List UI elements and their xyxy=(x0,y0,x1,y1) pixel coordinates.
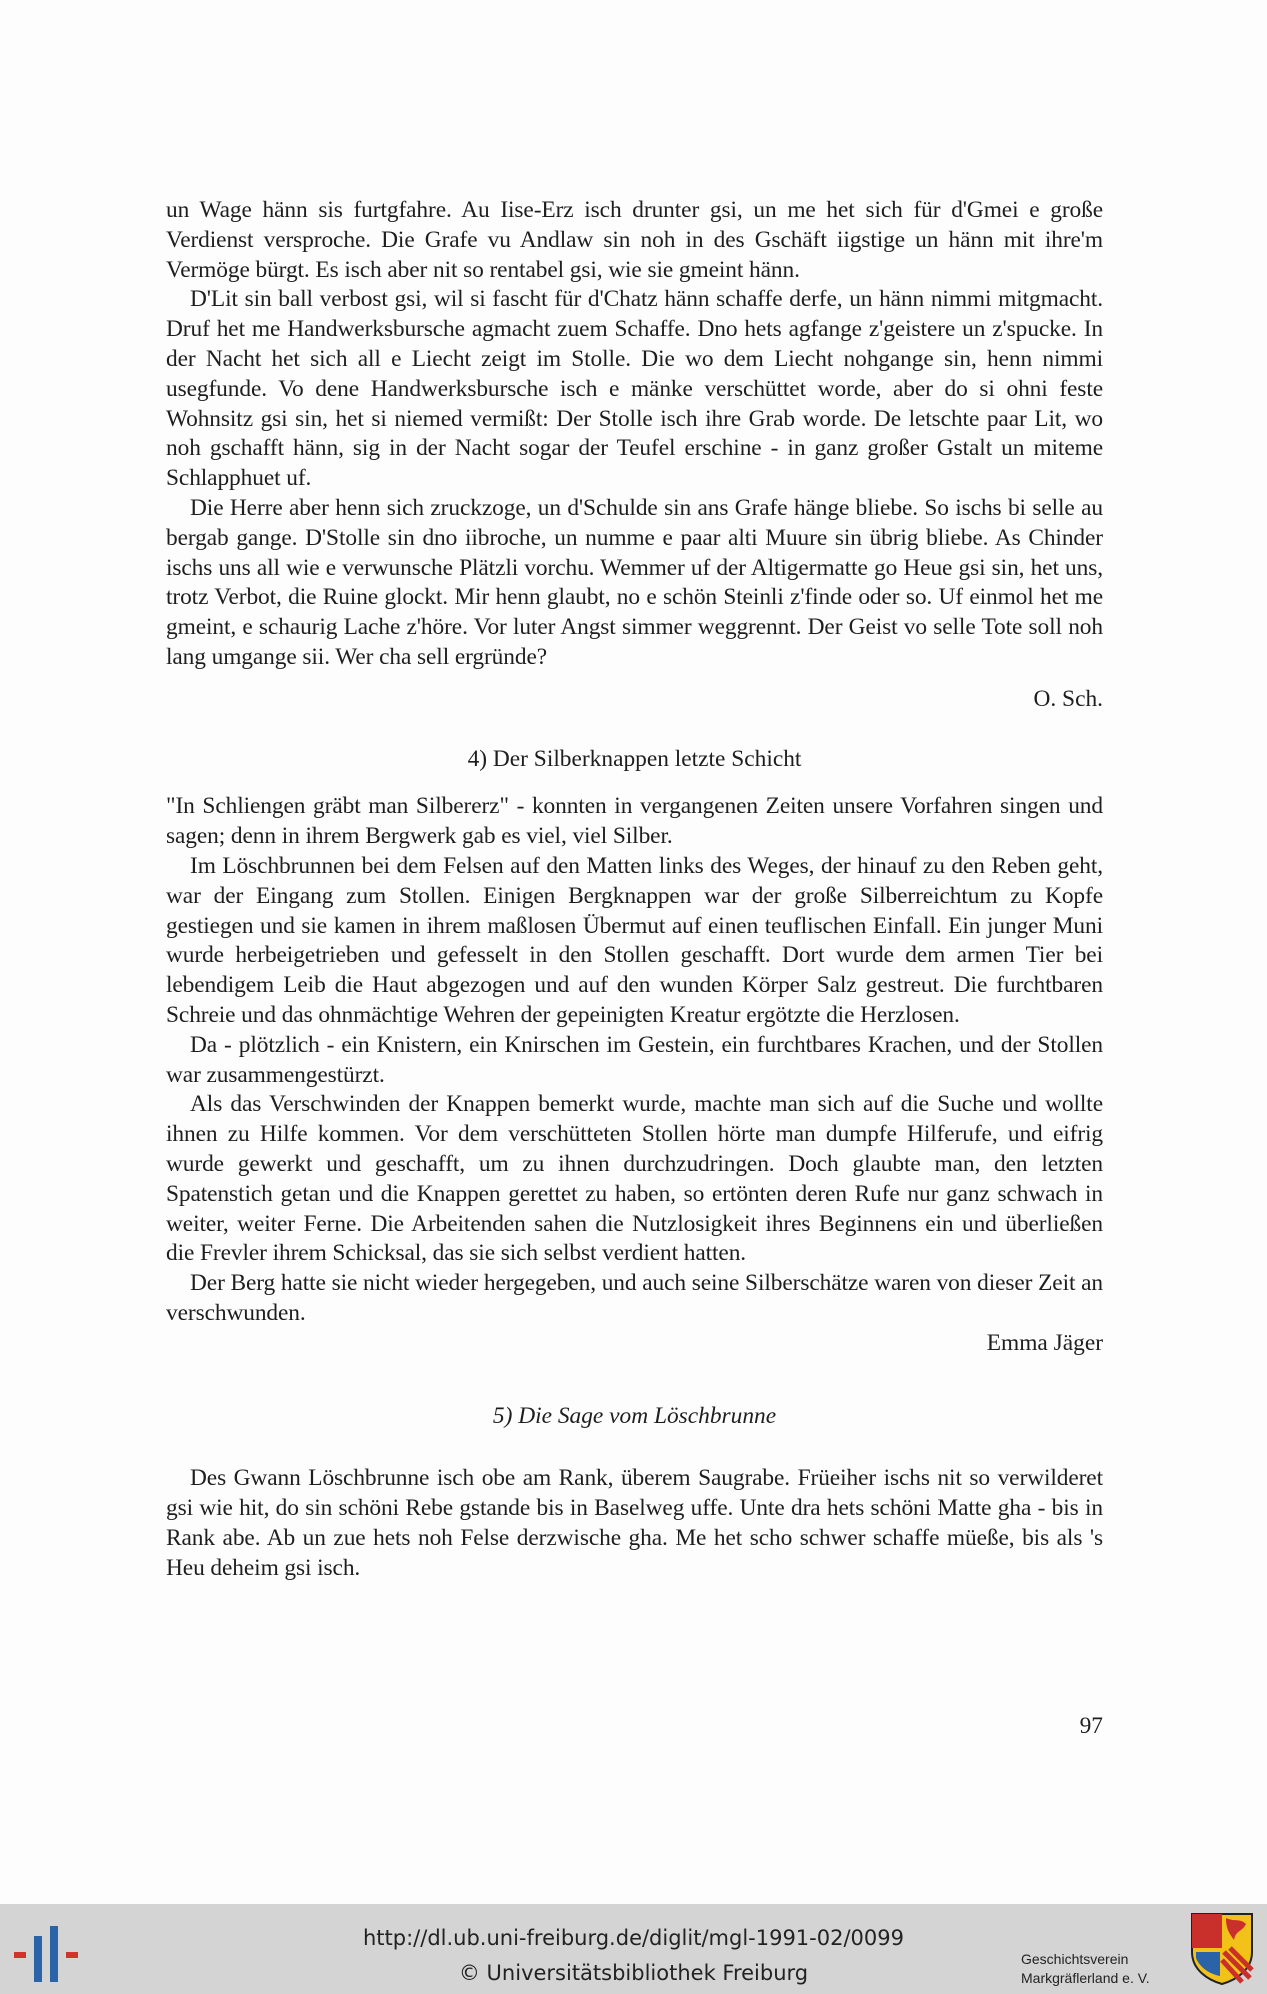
paragraph: Des Gwann Löschbrunne isch obe am Rank, überem Saugrabe. Früeiher ischs nit so verwilderet gsi wie hit, do sin schöni Rebe gstande bis in Baselweg uffe. Unte dra hets schöni Matte gha - bis in Rank abe. Ab un zue hets noh Felse derzwische gha. Me het scho schwer schaffe müeße, bis als 's Heu deheim gsi isch. xyxy=(166,1465,1103,1581)
author-signature: Emma Jäger xyxy=(986,1329,1103,1356)
copyright-notice: © Universitätsbibliothek Freiburg xyxy=(458,1961,809,1985)
society-name-line: Geschichtsverein xyxy=(1021,1951,1129,1967)
document-url-link[interactable]: http://dl.ub.uni-freiburg.de/diglit/mgl-1991-02/0099 xyxy=(362,1926,904,1950)
section-heading: 4) Der Silberknappen letzte Schicht xyxy=(467,745,802,772)
paragraph: un Wage hänn sis furtgfahre. Au Iise-Erz isch drunter gsi, un me het sich für d'Gmei e große Verdienst versproche. Die Grafe vu Andlaw sin noh in des Gschäft iigstige un hänn mit ihre'm Vermöge bürgt. Es isch aber nit so rentabel gsi, wie sie gmeint hänn. xyxy=(166,197,1103,283)
paragraph: Im Löschbrunnen bei dem Felsen auf den Matten links des Weges, der hinauf zu den Reben geht, war der Eingang zum Stollen. Einigen Bergknappen war der große Silberreichtum zu Kopfe gestiegen und sie kamen in ihrem maßlosen Übermut auf einen teuflischen Einfall. Ein junger Muni wurde herbeigetrieben und gefesselt in den Stollen geschafft. Dort wurde dem armen Tier bei lebendigem Leib die Haut abgezogen und auf den wunden Körper Salz gestreut. Die furchtbaren Schreie und das ohnmächtige Wehren der gepeinigten Kreatur ergötzte die Herzlosen. xyxy=(166,852,1103,1028)
page-number: 97 xyxy=(1079,1713,1103,1739)
author-signature: O. Sch. xyxy=(1033,685,1103,712)
paragraph: D'Lit sin ball verbost gsi, wil si fascht für d'Chatz hänn schaffe derfe, un hänn nimmi mitgmacht. Druf het me Handwerksbursche agmacht zuem Schaffe. Dno hets agfange z'geistere un z'spucke. In der Nacht het sich all e Liecht zeigt im Stolle. Die wo dem Liecht nohgange sin, henn nimmi usegfunde. Vo dene Handwerksbursche isch e mänke verschüttet worde, aber do si ohni feste Wohnsitz gsi sin, het si niemed vermißt: Der Stolle isch ihre Grab worde. De letschte paar Lit, wo noh gschafft hänn, sig in der Nacht sogar der Teufel erschine - in ganz großer Gstalt un miteme Schlapphuet uf. xyxy=(166,286,1103,492)
viewer-footer xyxy=(0,1904,1267,1994)
paragraph: Als das Verschwinden der Knappen bemerkt wurde, machte man sich auf die Suche und wollte ihnen zu Hilfe kommen. Vor dem verschütteten Stollen hörte man dumpfe Hilferufe, und eifrig wurde gewerkt und geschafft, um zu ihnen durchzudringen. Doch glaubte man, den letzten Spatenstich getan und die Knappen gerettet zu haben, so ertönten deren Rufe nur ganz schwach in weiter, weiter Ferne. Die Arbeitenden sahen die Nutzlosigkeit ihres Beginnens ein und überließen die Frevler ihrem Schicksal, das sie sich selbst verdient hatten. xyxy=(166,1091,1103,1267)
society-name-line: Markgräflerland e. V. xyxy=(1021,1970,1150,1986)
page-text xyxy=(166,196,1103,1583)
paragraph: Der Berg hatte sie nicht wieder hergegeben, und auch seine Silberschätze waren von dieser Zeit an verschwunden. xyxy=(166,1270,1104,1326)
paragraph: Da - plötzlich - ein Knistern, ein Knirschen im Gestein, ein furchtbares Krachen, und der Stollen war zusammengestürzt. xyxy=(166,1031,1103,1088)
section-heading: 5) Die Sage vom Löschbrunne xyxy=(492,1403,777,1430)
paragraph: "In Schliengen gräbt man Silbererz" - konnten in vergangenen Zeiten unsere Vorfahren singen und sagen; denn in ihrem Bergwerk gab es viel, viel Silber. xyxy=(166,793,1103,850)
society-crest-icon xyxy=(1190,1912,1254,1986)
society-name xyxy=(1021,1950,1181,1988)
paragraph: Die Herre aber henn sich zruckzoge, un d'Schulde sin ans Grafe hänge bliebe. So ischs bi selle au bergab gange. D'Stolle sin dno iibroche, un numme e paar alti Muure sin übrig bliebe. As Chinder ischs uns all wie e verwunsche Plätzli vorchu. Wemmer uf der Altigermatte go Heue gsi sin, het uns, trotz Verbot, die Ruine glockt. Mir henn glaubt, no e schön Steinli z'finde oder so. Uf einmol het me gmeint, e schaurig Lache z'höre. Vor luter Angst simmer weggrennt. Der Geist vo selle Tote soll noh lang umgange sii. Wer cha sell ergründe? xyxy=(166,494,1103,670)
